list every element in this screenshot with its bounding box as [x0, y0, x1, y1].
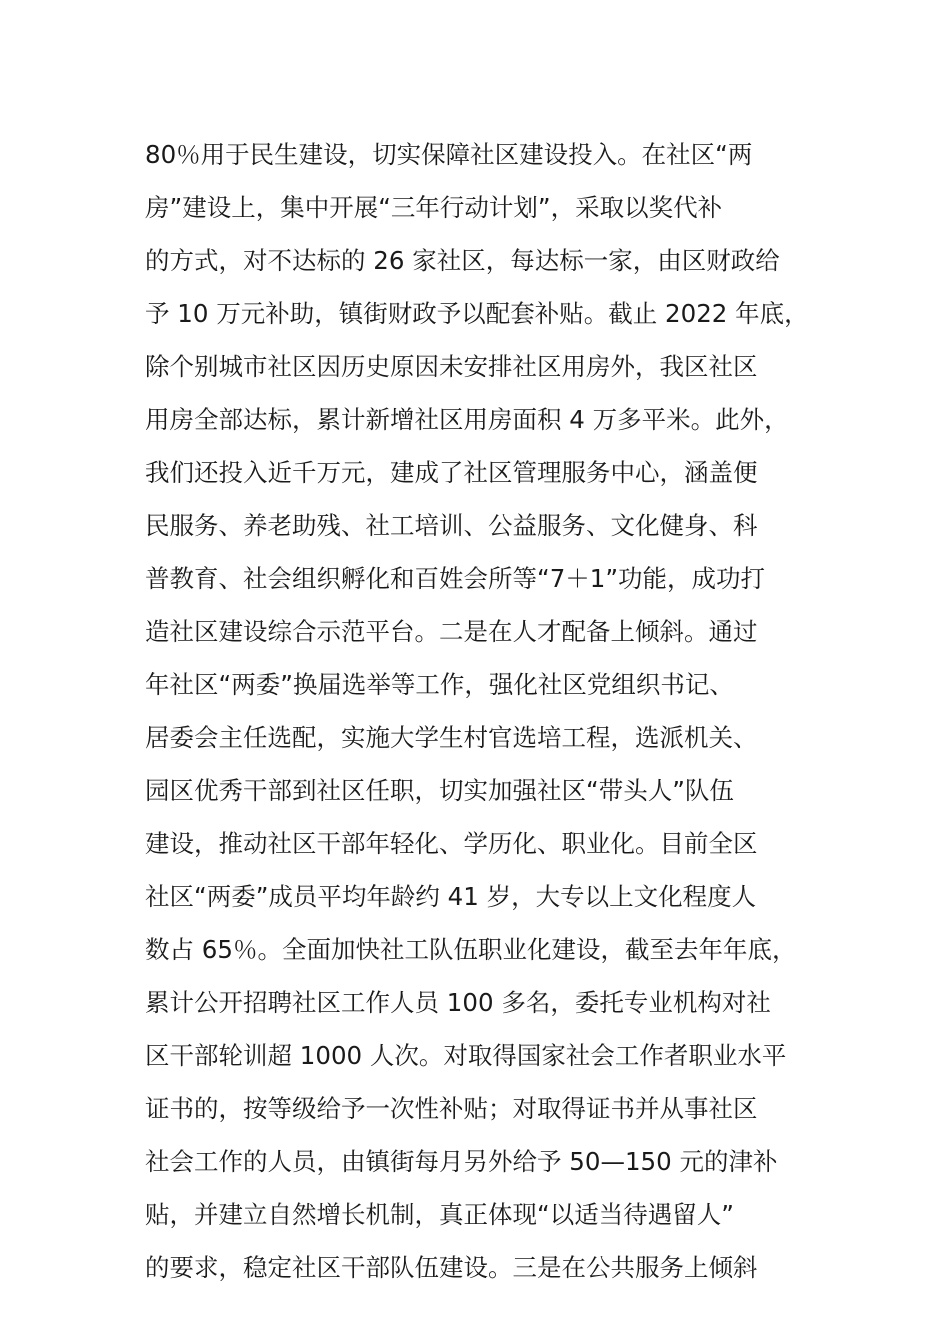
text-line: 区干部轮训超 1000 人次。对取得国家社会工作者职业水平	[145, 1041, 787, 1070]
text-line: 80％用于民生建设，切实保障社区建设投入。在社区“两	[145, 140, 753, 169]
body-paragraph	[145, 128, 835, 1294]
text-line: 的要求，稳定社区干部队伍建设。三是在公共服务上倾斜	[145, 1253, 758, 1282]
text-line: 年社区“两委”换届选举等工作，强化社区党组织书记、	[145, 670, 734, 699]
text-line: 房”建设上，集中开展“三年行动计划”，采取以奖代补	[145, 193, 723, 222]
text-line: 社区“两委”成员平均年龄约 41 岁，大专以上文化程度人	[145, 882, 757, 911]
text-line: 普教育、社会组织孵化和百姓会所等“7＋1”功能，成功打	[145, 564, 766, 593]
text-line: 数占 65％。全面加快社工队伍职业化建设，截至去年年底，	[145, 935, 797, 964]
text-line: 贴，并建立自然增长机制，真正体现“以适当待遇留人”	[145, 1200, 734, 1229]
text-line: 造社区建设综合示范平台。二是在人才配备上倾斜。通过	[145, 617, 758, 646]
text-line: 居委会主任选配，实施大学生村官选培工程，选派机关、	[145, 723, 758, 752]
text-line: 我们还投入近千万元，建成了社区管理服务中心，涵盖便	[145, 458, 758, 487]
text-line: 证书的，按等级给予一次性补贴；对取得证书并从事社区	[145, 1094, 758, 1123]
text-line: 建设，推动社区干部年轻化、学历化、职业化。目前全区	[145, 829, 758, 858]
text-line: 园区优秀干部到社区任职，切实加强社区“带头人”队伍	[145, 776, 734, 805]
text-line: 的方式，对不达标的 26 家社区，每达标一家，由区财政给	[145, 246, 780, 275]
text-line: 社会工作的人员，由镇街每月另外给予 50—150 元的津补	[145, 1147, 778, 1176]
text-line: 用房全部达标，累计新增社区用房面积 4 万多平米。此外，	[145, 405, 789, 434]
text-line: 除个别城市社区因历史原因未安排社区用房外，我区社区	[145, 352, 758, 381]
text-line: 予 10 万元补助，镇街财政予以配套补贴。截止 2022 年底，	[145, 299, 809, 328]
text-line: 民服务、养老助残、社工培训、公益服务、文化健身、科	[145, 511, 758, 540]
text-line: 累计公开招聘社区工作人员 100 多名，委托专业机构对社	[145, 988, 771, 1017]
